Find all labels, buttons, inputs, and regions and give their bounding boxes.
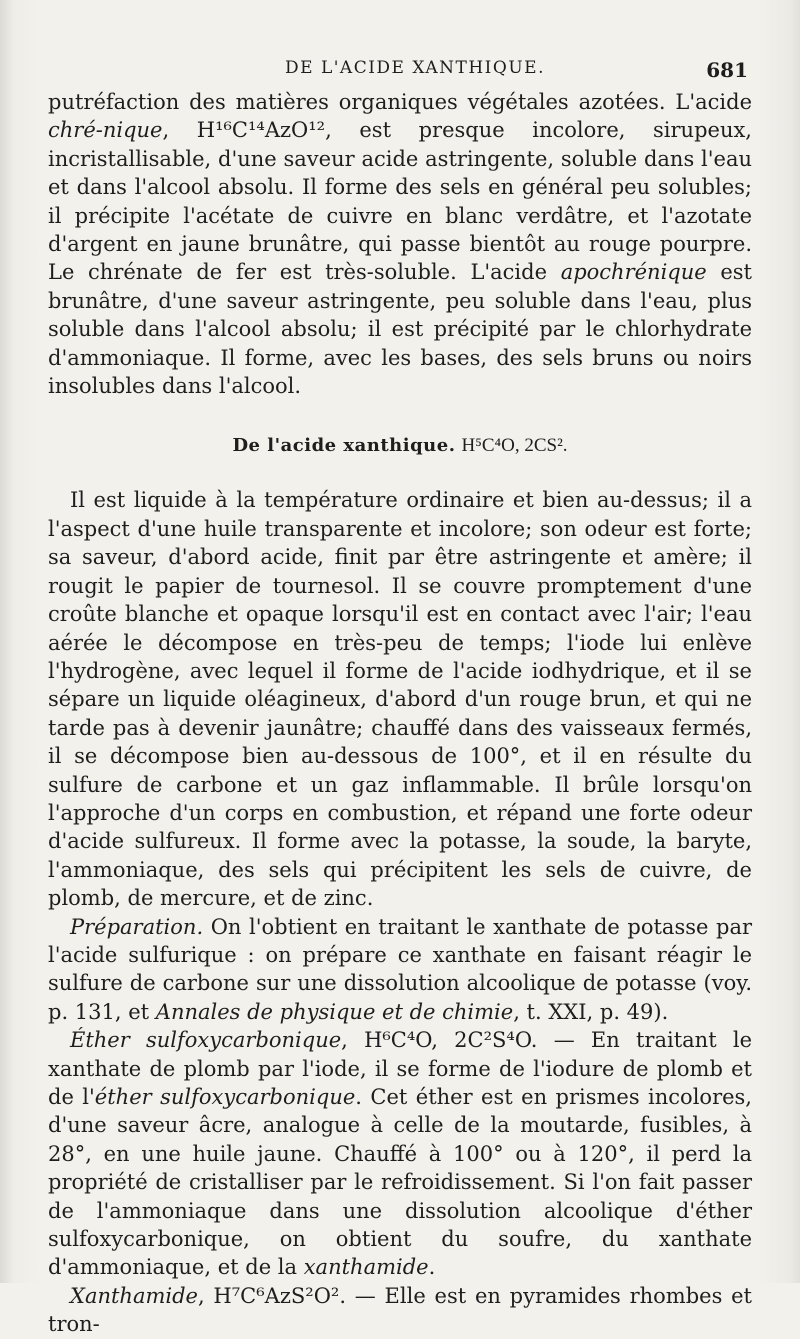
text-run: . <box>428 1255 436 1280</box>
section-heading <box>48 434 752 458</box>
italic-term: chré-nique <box>48 118 163 143</box>
italic-term: xanthamide <box>303 1255 429 1280</box>
running-header <box>48 58 752 88</box>
page-number: 681 <box>706 58 748 82</box>
section-title: De l'acide xanthique. <box>232 435 456 457</box>
text-run: . Cet éther est en prismes incolores, d'une saveur âcre, analogue à celle de la moutarde, fusibles, à 28°, en une huile jaune. Chauffé à 100° ou à 120°, il perd la propriété de cristalliser par le refroidissement. Si l'on fait passer de l'ammoniaque dans une dissolution alcoolique d'éther sulfoxycarbonique, on obtient du soufre, du xanthate d'ammoniaque, et de la <box>48 1085 752 1280</box>
text-run: , H⁷C⁶AzS²O². — Elle est en pyramides rhombes et tron- <box>48 1283 752 1337</box>
text-run: putréfaction des matières organiques végétales azotées. L'acide <box>48 90 752 114</box>
paragraph-ether <box>48 1026 752 1282</box>
text-run: , H⁶C⁴O, 2C²S⁴O. — En traitant le xanthate de plomb par l'iode, il se forme de l'iodure de plomb et de l' <box>48 1028 752 1109</box>
italic-term: Éther sulfoxycarbonique <box>70 1028 342 1053</box>
paragraph-chrenic-acid <box>48 88 752 400</box>
text-run: Il est liquide à la température ordinaire et bien au-dessus; il a l'aspect d'une huile transparente et incolore; son odeur est forte; sa saveur, d'abord acide, finit par être astringente et amère; il rougit le papier de tournesol. Il se couvre promptement d'une croûte blanche et opaque lorsqu'il est en contact avec l'air; l'eau aérée le décompose en très-peu de temps; l'iode lui enlève l'hydrogène, avec lequel il forme de l'acide iodhydrique, et il se sépare un liquide oléagineux, d'abord d'un rouge brun, et qui ne tarde pas à devenir jaunâtre; chauffé dans des vaisseaux fermés, il se décompose bien au-dessous de 100°, et il en résulte du sulfure de carbone et un gaz inflammable. Il brûle lorsqu'on l'approche d'un corps en combustion, et répand une forte odeur d'acide sulfureux. Il forme avec la potasse, la soude, la baryte, l'ammoniaque, des sels qui précipitent les sels de cuivre, de plomb, de mercure, et de zinc. <box>48 488 752 911</box>
paragraph-xanthamide <box>48 1282 752 1339</box>
paragraph-properties <box>48 486 752 912</box>
text-run: est brunâtre, d'une saveur astringente, peu soluble dans l'eau, plus soluble dans l'alcool absolu; il est précipité par le chlorhydrate d'ammoniaque. Il forme, avec les bases, des sels bruns ou noirs insolubles dans l'alcool. <box>48 260 752 399</box>
paragraph-preparation <box>48 913 752 1027</box>
section-formula: H⁵C⁴O, 2CS². <box>461 435 568 457</box>
italic-term: apochrénique <box>560 260 707 285</box>
italic-term: éther sulfoxycarbonique <box>94 1085 356 1109</box>
italic-term: Annales de physique et de chimie <box>155 999 514 1024</box>
italic-term: Préparation. <box>70 914 204 939</box>
text-run: , H¹⁶C¹⁴AzO¹², est presque incolore, sirupeux, incristallisable, d'une saveur acide astringente, soluble dans l'eau et dans l'alcool absolu. Il forme des sels en général peu solubles; il précipite l'acétate de cuivre en blanc verdâtre, et l'azotate d'argent en jaune brunâtre, qui passe bientôt au rouge pourpre. Le chrénate de fer est très-soluble. L'acide <box>48 118 752 285</box>
running-title: DE L'ACIDE XANTHIQUE. <box>285 58 545 78</box>
text-run: On l'obtient en traitant le xanthate de potasse par l'acide sulfurique : on prépare ce xanthate en faisant réagir le sulfure de carbone sur une dissolution alcoolique de potasse (voy. p. 131, et <box>48 914 752 1024</box>
text-run: , t. XXI, p. 49). <box>513 999 669 1024</box>
italic-term: Xanthamide <box>70 1283 198 1308</box>
